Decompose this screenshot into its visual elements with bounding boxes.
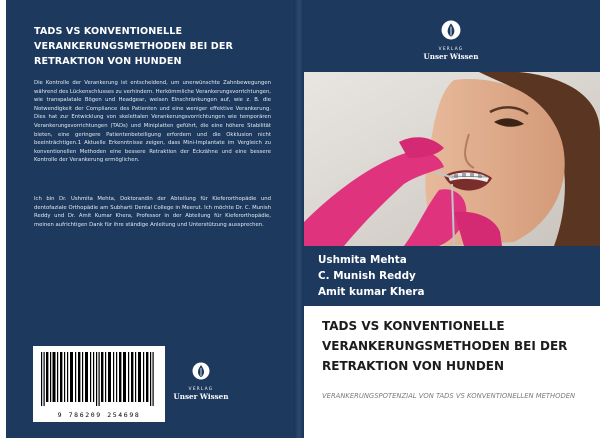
author-name: C. Munish Reddy xyxy=(318,270,416,282)
barcode-bars-icon xyxy=(39,352,159,406)
publisher-logo-back xyxy=(166,362,236,401)
author-name: Amit kumar Khera xyxy=(318,286,425,298)
publisher-label: VERLAG xyxy=(438,46,464,51)
publisher-logo-front xyxy=(416,20,486,61)
front-cover-subtitle: VERANKERUNGSPOTENZIAL VON TADS VS KONVENTIONELLEN METHODEN xyxy=(322,392,576,400)
dental-patient-illustration xyxy=(304,72,600,246)
front-cover-title: TADS VS KONVENTIONELLE VERANKERUNGSMETHODEN BEI DER RETRAKTION VON HUNDEN xyxy=(322,319,568,373)
isbn-barcode xyxy=(33,346,165,422)
publisher-label: VERLAG xyxy=(188,386,214,391)
back-cover-title: TADS VS KONVENTIONELLE VERANKERUNGSMETHODEN BEI DER RETRAKTION VON HUNDEN xyxy=(34,26,233,67)
book-spine xyxy=(294,0,304,438)
author-list xyxy=(304,246,600,306)
publisher-emblem-icon xyxy=(192,362,210,380)
isbn-digits: 9 786209 254698 xyxy=(57,411,141,419)
author-name: Ushmita Mehta xyxy=(318,254,407,266)
cover-photo xyxy=(304,72,600,246)
publisher-brand: Unser Wissen xyxy=(423,52,479,61)
publisher-brand: Unser Wissen xyxy=(173,392,229,401)
back-cover-description: Die Kontrolle der Verankerung ist entscheidend, um unerwünschte Zahnbewegungen während des Lückenschlusses zu verhindern. Herkömmliche Verankerungsvorrichtungen, wie transpalatale Bögen und Headgear, weisen Einschränkungen auf, wie z. B. die Notwendigkeit der Compliance des Patienten und eine weniger effektive Verankerung. Dies hat zur Entwicklung von skelettalen Verankerungsvorrichtungen wie temporären Verankerungsvorrichtungen (TADs) und Miniplatten geführt, die eine höhere Stabilität bieten, eine geringere Patientenbeteiligung erfordern und die Okklusion nicht beeinträchtigen.1 Aktuelle Erkenntnisse zeigen, dass Mini-Implantate im Vergleich zu konventionellen Methoden eine bessere Retraktion der Eckzähne und eine bessere Kontrolle der Verankerung ermöglichen. xyxy=(34,80,271,164)
publisher-emblem-icon xyxy=(441,20,461,40)
back-cover-author-note: Ich bin Dr. Ushmita Mehta, Doktorandin der Abteilung für Kieferorthopädie und dentofaziale Orthopädie am Subharti Dental College in Meerut. Ich möchte Dr. C. Munish Reddy und Dr. Amit Kumar Khera, Professor in der Abteilung für Kieferorthopädie, meinen aufrichtigen Dank für ihre ständige Anleitung und Unterstützung aussprechen. xyxy=(34,196,271,228)
